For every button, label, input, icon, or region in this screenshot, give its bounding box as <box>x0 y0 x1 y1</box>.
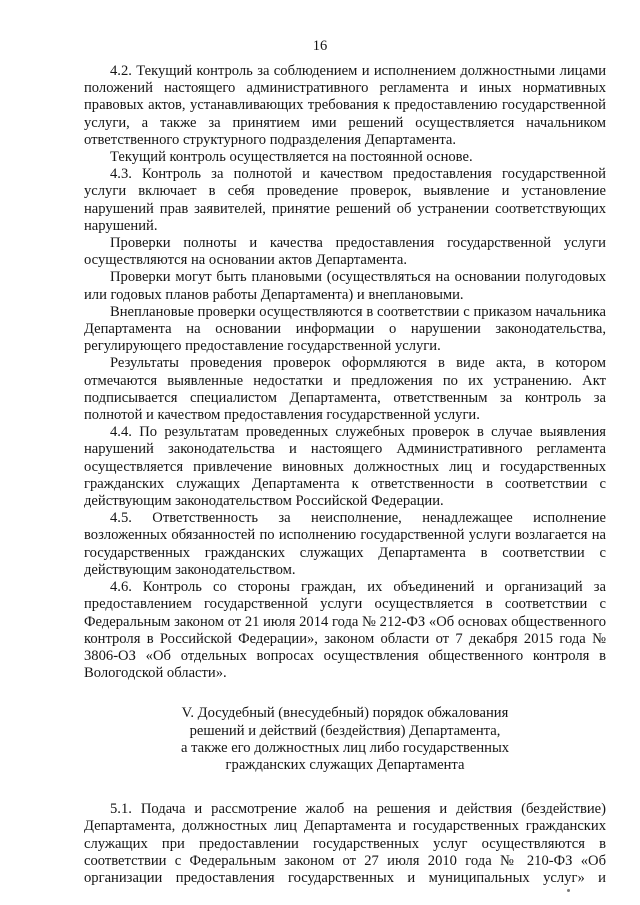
heading-line: а также его должностных лиц либо государственных <box>180 739 510 756</box>
paragraph-5-1: 5.1. Подача и рассмотрение жалоб на решения и действия (бездействие) Департамента, должностных лиц Департамента и государственных гражданских служащих при предоставлении государственных услуг осуществляются в соответствии с Федеральным законом от 27 июля 2010 года № 210-ФЗ «Об организации предоставления государственных и муниципальных услуг» и <box>84 801 606 886</box>
scan-dot <box>567 889 570 892</box>
paragraph-4-3: 4.3. Контроль за полнотой и качеством предоставления государственной услуги включает в себя проведение проверок, выявление и установление нарушений прав заявителей, принятие решений об устранении соответствующих нарушений. <box>84 166 606 234</box>
paragraph-4-6: 4.6. Контроль со стороны граждан, их объединений и организаций за предоставлением государственной услуги осуществляется в соответствии с Федеральным законом от 21 июля 2014 года № 212-ФЗ «Об основах общественного контроля в Российской Федерации», законом области от 7 декабря 2015 года № 3806-ОЗ «Об отдельных вопросах осуществления общественного контроля в Вологодской области». <box>84 579 606 682</box>
heading-line: гражданских служащих Департамента <box>225 756 465 773</box>
paragraph-4-3-inspections-types: Проверки могут быть плановыми (осуществляться на основании полугодовых или годовых планов работы Департамента) и внеплановыми. <box>84 269 606 303</box>
heading-line: решений и действий (бездействия) Департамента, <box>189 722 501 739</box>
page-number: 16 <box>312 38 328 54</box>
paragraph-4-5: 4.5. Ответственность за неисполнение, ненадлежащее исполнение возложенных обязанностей по исполнению государственной услуги возлагается на государственных гражданских служащих Департамента в соответствии с действующим законодательством. <box>84 510 606 578</box>
paragraph-4-4: 4.4. По результатам проведенных служебных проверок в случае выявления нарушений законодательства и настоящего Административного регламента осуществляется привлечение виновных должностных лиц и государственных гражданских служащих Департамента к ответственности в соответствии с действующим законодательством Российской Федерации. <box>84 424 606 510</box>
paragraph-4-3-results: Результаты проведения проверок оформляются в виде акта, в котором отмечаются выявленные недостатки и предложения по их устранению. Акт подписывается специалистом Департамента, ответственным за контроль за полнотой и качеством предоставления государственной услуги. <box>84 355 606 424</box>
heading-line: V. Досудебный (внесудебный) порядок обжалования <box>181 705 509 722</box>
document-body <box>84 63 606 887</box>
section-v-heading <box>84 705 606 774</box>
paragraph-4-3-inspections-basis: Проверки полноты и качества предоставления государственной услуги осуществляются на основании актов Департамента. <box>84 235 606 269</box>
paragraph-4-2-continuous: Текущий контроль осуществляется на постоянной основе. <box>110 149 473 166</box>
paragraph-4-2: 4.2. Текущий контроль за соблюдением и исполнением должностными лицами положений настоящего административного регламента и иных нормативных правовых актов, устанавливающих требования к предоставлению государственной услуги, а также за принятием ими решений осуществляется начальником ответственного структурного подразделения Департамента. <box>84 63 606 148</box>
paragraph-4-3-unscheduled: Внеплановые проверки осуществляются в соответствии с приказом начальника Департамента на основании информации о нарушении законодательства, регулирующего предоставление государственной услуги. <box>84 303 606 355</box>
